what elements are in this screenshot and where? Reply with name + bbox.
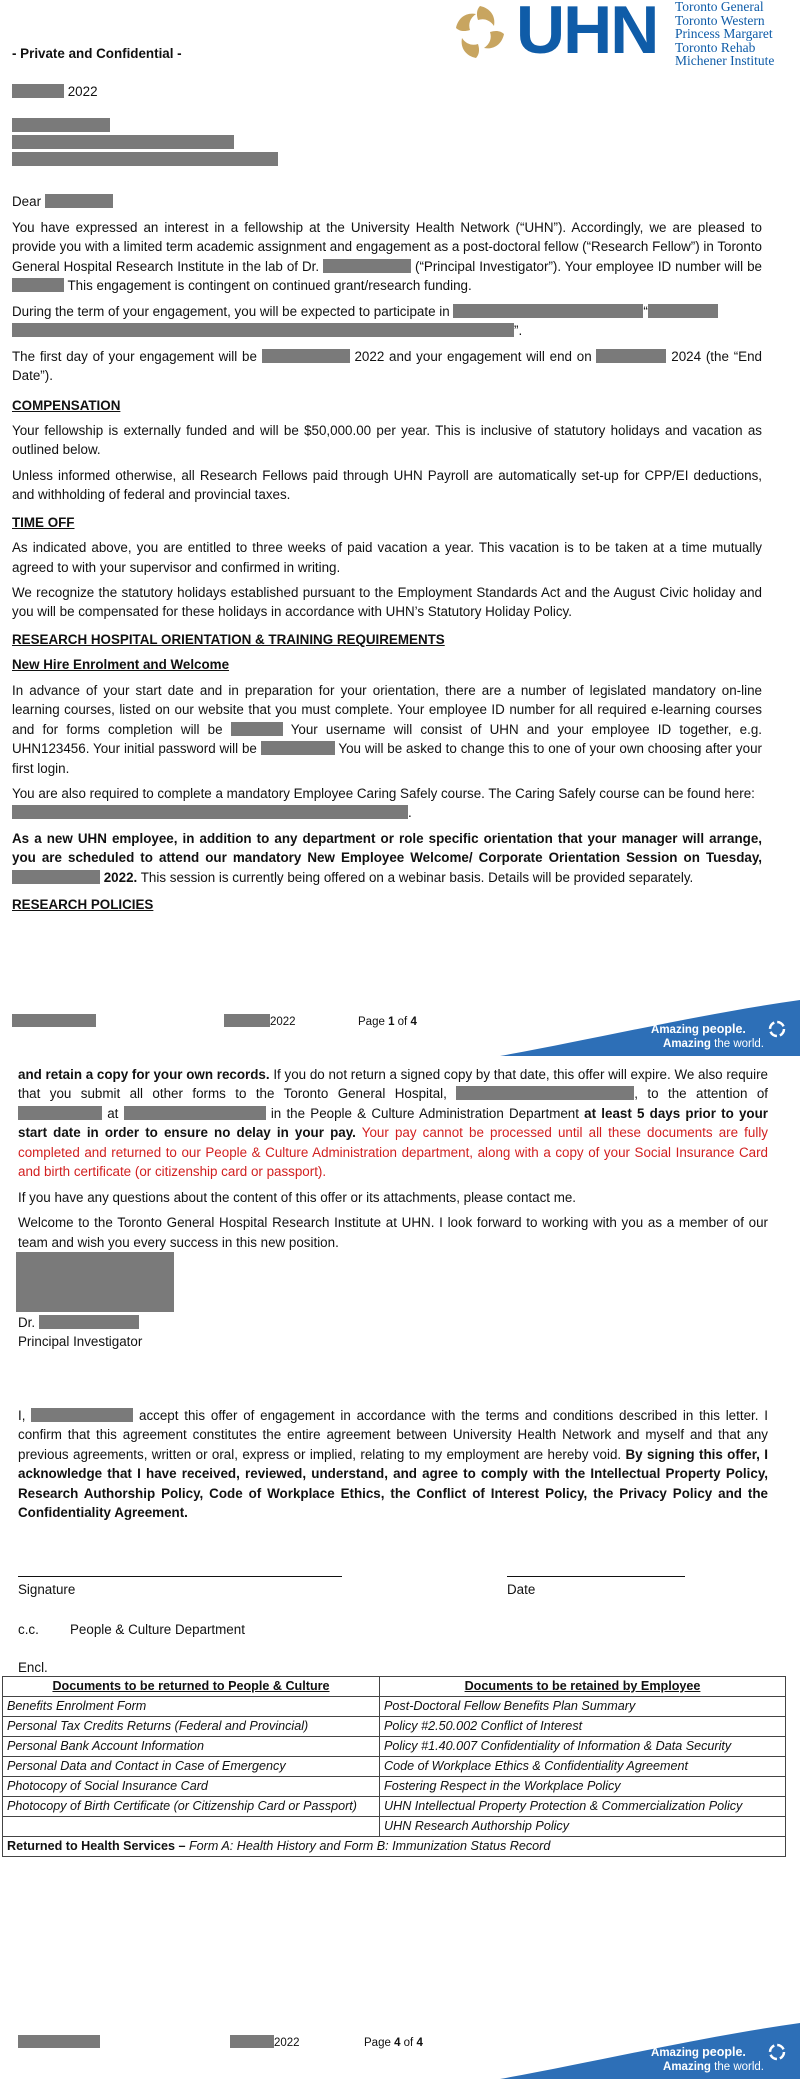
- redaction: [12, 278, 64, 292]
- signature-redaction: [16, 1252, 174, 1312]
- redaction: [12, 152, 278, 166]
- redaction: [261, 741, 335, 755]
- salutation: [12, 192, 113, 211]
- site-name: Toronto General: [675, 0, 764, 14]
- caring-safely-paragraph: You are also required to complete a mandatory Employee Caring Safely course. The Caring Safely course can be found here: .: [12, 785, 755, 821]
- table-cell: Personal Tax Credits Returns (Federal and Provincial): [3, 1717, 380, 1737]
- signer-name: Dr.: [18, 1313, 139, 1332]
- date-label: Date: [507, 1582, 536, 1597]
- redaction: [12, 805, 408, 819]
- amazing-people-banner: [500, 1000, 800, 1056]
- cc-department: People & Culture Department: [70, 1622, 245, 1637]
- footer-date: 2022: [224, 1014, 296, 1031]
- table-cell: Policy #1.40.007 Confidentiality of Information & Data Security: [380, 1737, 786, 1757]
- uhn-logo-mark-icon: [450, 2, 510, 62]
- welcome-paragraph: Welcome to the Toronto General Hospital Research Institute at UHN. I look forward to working with you as a member of our team and wish you every success in this new position.: [18, 1215, 768, 1250]
- table-row: [3, 1797, 786, 1817]
- questions-paragraph: If you have any questions about the content of this offer or its attachments, please contact me.: [18, 1189, 577, 1205]
- redaction: [456, 1086, 634, 1100]
- table-cell: Code of Workplace Ethics & Confidentiality Agreement: [380, 1757, 786, 1777]
- redaction: [596, 349, 666, 363]
- date-line: [507, 1576, 685, 1577]
- table-cell: Personal Bank Account Information: [3, 1737, 380, 1757]
- table-row: [3, 1717, 786, 1737]
- redaction: [12, 323, 514, 337]
- dates-paragraph: The first day of your engagement will be 2022 and your engagement will end on 2024 (the “End Date”).: [12, 348, 762, 384]
- table-cell: Post-Doctoral Fellow Benefits Plan Summary: [380, 1697, 786, 1717]
- table-cell: Photocopy of Birth Certificate (or Citizenship Card or Passport): [3, 1797, 380, 1817]
- redaction: [18, 2035, 100, 2048]
- table-row: [3, 1737, 786, 1757]
- confidential-label: - Private and Confidential -: [12, 46, 182, 61]
- site-name: Princess Margaret: [675, 26, 773, 41]
- footer-left-redaction: [18, 2035, 100, 2052]
- table-row: [3, 1757, 786, 1777]
- redaction: [224, 1014, 270, 1027]
- redaction: [231, 722, 283, 736]
- redaction: [648, 304, 718, 318]
- recipient-address: [12, 118, 278, 166]
- table-header: Documents to be returned to People & Culture: [3, 1677, 380, 1697]
- compensation-heading: COMPENSATION: [12, 397, 121, 413]
- letter-date: [12, 82, 98, 101]
- table-row: [3, 1697, 786, 1717]
- time-off-heading: TIME OFF: [12, 514, 75, 530]
- intro-paragraph: You have expressed an interest in a fellowship at the University Health Network (“UHN”). Accordingly, we are pleased to provide you with a limited term academic assignment and engagement as a post-doctoral fellow (“Research Fellow”) in Toronto General Hospital Research Institute in the lab of Dr. (“Principal Investigator”). Your employee ID number will be This engagement is contingent on continued grant/research funding.: [12, 220, 762, 294]
- banner-slogan: Amazing people. Amazing the world.: [651, 1022, 764, 1050]
- salutation-text: Dear: [12, 194, 42, 209]
- amazing-people-banner: [500, 2023, 800, 2079]
- page-number: Page 4 of 4: [364, 2037, 423, 2049]
- new-hire-subheading: New Hire Enrolment and Welcome: [12, 657, 230, 673]
- table-row: [3, 1777, 786, 1797]
- table-cell: Fostering Respect in the Workplace Policy: [380, 1777, 786, 1797]
- date-year: 2022: [67, 84, 98, 99]
- orientation-heading: RESEARCH HOSPITAL ORIENTATION & TRAINING REQUIREMENTS: [12, 631, 445, 647]
- table-cell: Photocopy of Social Insurance Card: [3, 1777, 380, 1797]
- health-services-row: Returned to Health Services – Form A: Health History and Form B: Immunization Status Record: [3, 1837, 786, 1857]
- redaction: [12, 118, 110, 132]
- uhn-logo-text: UHN: [516, 0, 658, 68]
- payroll-paragraph: Unless informed otherwise, all Research Fellows paid through UHN Payroll are automatically set-up for CPP/EI deductions, and withholding of federal and provincial taxes.: [12, 467, 762, 503]
- site-name: Toronto Rehab: [675, 39, 756, 55]
- signature-line: [18, 1576, 342, 1577]
- vacation-paragraph: As indicated above, you are entitled to three weeks of paid vacation a year. This vacation is to be taken at a time mutually agreed to with your supervisor and confirmed in writing.: [12, 540, 762, 575]
- footer-date: 2022: [230, 2035, 300, 2052]
- documents-table-wrapper: [2, 1676, 786, 1857]
- signature-label: Signature: [18, 1582, 76, 1597]
- signer-title: Principal Investigator: [18, 1334, 143, 1349]
- table-row: [3, 1837, 786, 1857]
- page-number: Page 1 of 4: [358, 1016, 417, 1028]
- cc-label: c.c.: [18, 1622, 39, 1637]
- table-cell: [3, 1817, 380, 1837]
- site-name: Toronto Western: [675, 12, 765, 28]
- redaction: [230, 2035, 274, 2048]
- enclosure-label: Encl.: [18, 1660, 48, 1675]
- holidays-paragraph: We recognize the statutory holidays established pursuant to the Employment Standards Act and the August Civic holiday and you will be compensated for these holidays in accordance with UHN’s Statutory Holiday Policy.: [12, 585, 762, 620]
- letter-body-page1: [12, 218, 762, 915]
- redaction: [12, 84, 64, 98]
- research-policies-heading: RESEARCH POLICIES: [12, 897, 154, 913]
- table-header: Documents to be retained by Employee: [380, 1677, 786, 1697]
- site-name: Michener Institute: [675, 53, 775, 68]
- redaction: [45, 194, 113, 208]
- redaction: [262, 349, 350, 363]
- redaction: [31, 1408, 133, 1422]
- redaction: [12, 1014, 96, 1027]
- redaction: [12, 135, 234, 149]
- banner-slogan: Amazing people. Amazing the world.: [651, 2045, 764, 2073]
- redaction: [124, 1106, 266, 1120]
- table-cell: UHN Intellectual Property Protection & Commercialization Policy: [380, 1797, 786, 1817]
- table-cell: UHN Research Authorship Policy: [380, 1817, 786, 1837]
- program-paragraph: During the term of your engagement, you will be expected to participate in “ ”.: [12, 302, 762, 341]
- orientation-session-paragraph: As a new UHN employee, in addition to any department or role specific orientation that your manager will arrange, you are scheduled to attend our mandatory New Employee Welcome/ Corporate Orientation Session on Tuesday, 2022. This session is currently being offered on a webinar basis. Details will be provided separately.: [12, 830, 762, 885]
- acceptance-paragraph: I, accept this offer of engagement in accordance with the terms and conditions described in this letter. I confirm that this agreement constitutes the entire agreement between University Health Network and myself and that any previous agreements, written or oral, express or implied, relating to my employment are hereby void. By signing this offer, I acknowledge that I have received, reviewed, understand, and agree to comply with the Intellectual Property Policy, Research Authorship Policy, Code of Workplace Ethics, the Conflict of Interest Policy, the Privacy Policy and the Confidentiality Agreement.: [18, 1408, 768, 1521]
- return-forms-paragraph: and retain a copy for your own records. If you do not return a signed copy by that date, this offer will expire. We also require that you submit all other forms to the Toronto General Hospital, , to the attention of at in the People & Culture Administration Department at least 5 days prior to your start date in order to ensure no delay in your pay. Your pay cannot be processed until all these documents are fully completed and returned to our People & Culture Administration department, along with a copy of your Social Insurance Card and birth certificate (or citizenship card or passport).: [18, 1067, 769, 1180]
- redaction: [453, 304, 643, 318]
- letter-body-page4: [18, 1065, 768, 1252]
- compensation-paragraph: Your fellowship is externally funded and will be $50,000.00 per year. This is inclusive of statutory holidays and vacation as outlined below.: [12, 422, 762, 458]
- redaction: [39, 1315, 139, 1329]
- uhn-swirl-icon: [768, 2043, 786, 2061]
- uhn-sites-list: [675, 0, 774, 68]
- table-cell: Policy #2.50.002 Conflict of Interest: [380, 1717, 786, 1737]
- table-row: [3, 1817, 786, 1837]
- redaction: [12, 870, 100, 884]
- uhn-swirl-icon: [768, 1020, 786, 1038]
- redaction: [18, 1106, 102, 1120]
- table-cell: Personal Data and Contact in Case of Emergency: [3, 1757, 380, 1777]
- documents-table: [2, 1676, 786, 1857]
- footer-left-redaction: [12, 1014, 96, 1031]
- redaction: [323, 259, 411, 273]
- elearning-paragraph: In advance of your start date and in preparation for your orientation, there are a number of legislated mandatory on-line learning courses, listed on our website that you must complete. Your employee ID number for all required e-learning courses and for forms completion will be Your username will consist of UHN and your employee ID together, e.g. UHN123456. Your initial password will be You will be asked to change this to one of your own choosing after your first login.: [12, 682, 762, 776]
- table-cell: Benefits Enrolment Form: [3, 1697, 380, 1717]
